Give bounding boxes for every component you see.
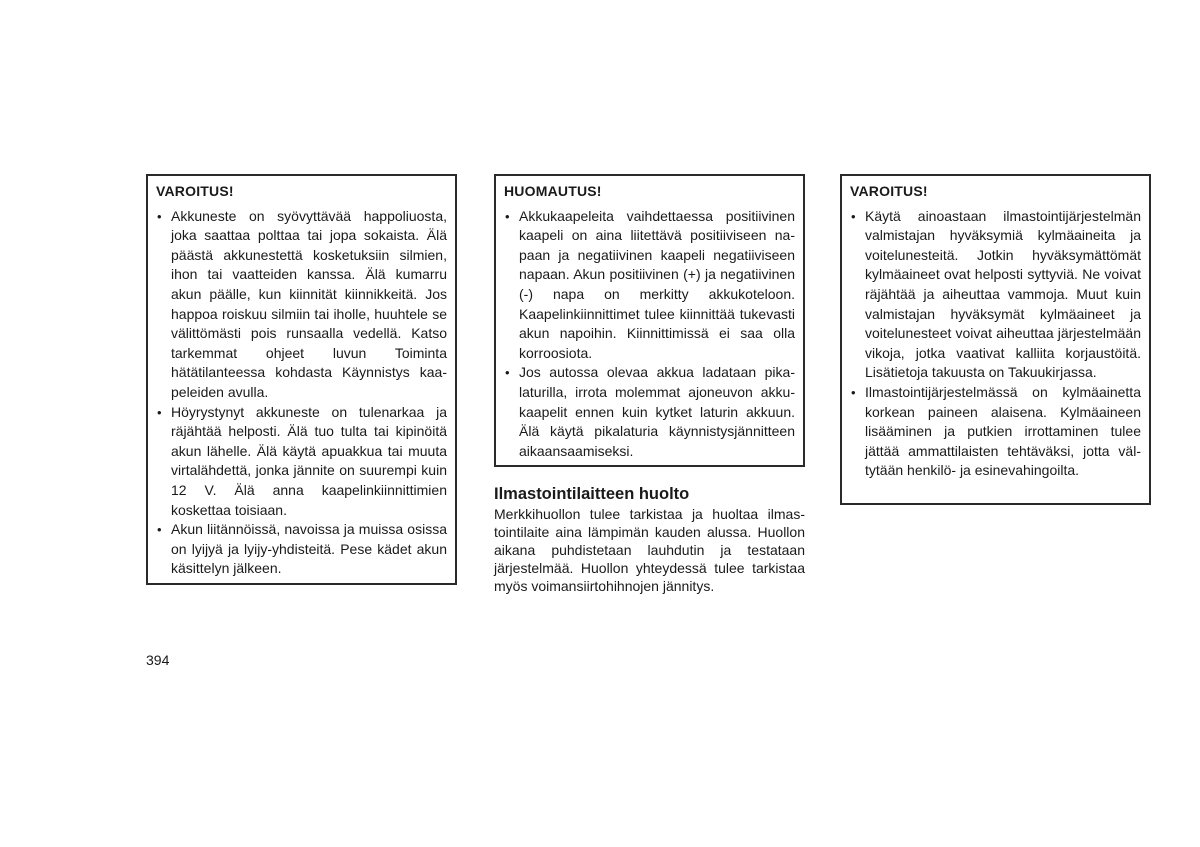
warning-item [850,207,1141,383]
warning-item-text: Höyrystynyt akkuneste on tulenarkaa ja räjähtää helposti. Älä tuo tulta tai kipinöitä akun lähelle. Älä käytä apuakkua tai muuta virtalähdettä, jonka jännite on suurempi kuin 12 V. Älä anna kaapelinkiinnittimien koskettaa toisiaan. [171,403,447,518]
notice-item [504,207,795,364]
page-number: 394 [146,652,170,668]
ac-service-section [494,484,805,595]
bullet-icon: • [157,522,162,538]
warning-item [156,403,447,521]
warning-title: VAROITUS! [156,183,234,199]
warning-list [850,207,1141,481]
bullet-icon: • [157,208,162,224]
warning-box-refrigerant [840,174,1151,505]
bullet-icon: • [851,384,856,400]
section-body: Merkkihuollon tulee tarkistaa ja huoltaa ilmastointilaite aina lämpimän kauden alussa. Huollon aikana puhdistetaan lauhdutin ja testataan järjestelmää. Huollon yhteydessä tulee tarkistaa myös voimansiirtohihnojen jännitys. [494,506,805,594]
notice-item-text: Akkukaapeleita vaihdettaessa positiivinen kaapeli on aina liitettävä positiiviseen napaan ja negatiivinen kaapeli negatiiviseen napaan. Akun positiivinen (+) ja negatiivinen (-) napa on merkitty akkukoteloon. Kaapelinkiinnittimet tulee kiinnittää tukevasti akun napoihin. Kiinnittimissä ei saa olla korroosiota. [519,207,795,361]
warning-item-text: Käytä ainoastaan ilmastointijärjestelmän valmistajan hyväksymiä kylmäaineita ja voitelunesteitä. Jotkin hyväksymättömät kylmäaineet ovat helposti syttyviä. Ne voivat räjähtää ja aiheuttaa vammoja. Muut kuin valmistajan hyväksymät kylmäaineet ja voitelunesteet voivat aiheuttaa järjestelmään vikoja, jotka vaativat kalliita korjaustöitä. Lisätietoja takuusta on Takuukirjassa. [865,207,1141,381]
warning-item-text: Ilmastointijärjestelmässä on kylmäainetta korkean paineen alaisena. Kylmäaineen lisääminen ja putkien irrottaminen tulee jättää ammattilaisten tehtäväksi, jotta vältytään henkilö- ja esinevahingoilta. [865,383,1141,479]
warning-item [850,383,1141,481]
bullet-icon: • [505,365,510,381]
notice-box-battery-cables [494,174,805,467]
bullet-icon: • [851,208,856,224]
notice-item-text: Jos autossa olevaa akkua ladataan pikalaturilla, irrota molemmat ajoneuvon akkukaapelit ennen kuin kytket laturin akkuun. Älä käytä pikalaturia käynnistysjännitteen aikaansaamiseksi. [519,364,795,459]
notice-item [504,363,795,461]
warning-list [156,207,447,579]
warning-box-battery-acid [146,174,457,585]
notice-title: HUOMAUTUS! [504,183,602,199]
warning-item-text: Akun liitännöissä, navoissa ja muissa osissa on lyijyä ja lyijy-yhdisteitä. Pese kädet akun käsittelyn jälkeen. [171,521,447,577]
warning-item [156,207,447,403]
notice-list [504,207,795,462]
section-heading: Ilmastointilaitteen huolto [494,485,690,503]
warning-item [156,520,447,579]
warning-title: VAROITUS! [850,183,928,199]
bullet-icon: • [157,404,162,420]
warning-item-text: Akkuneste on syövyttävää happoliuosta, joka saattaa polttaa tai jopa sokaista. Älä päästä akkunestettä kosketuksiin silmien, ihon tai vaatteiden kanssa. Älä kumarru akun päälle, kun kiinnität kiinnikkeitä. Jos happoa roiskuu silmiin tai iholle, huuhtele se välittömästi pois runsaalla vedellä. Katso tarkemmat ohjeet luvun Toiminta hätätilanteessa kohdasta Käynnistys kaapeleiden avulla. [171,207,447,400]
bullet-icon: • [505,208,510,224]
